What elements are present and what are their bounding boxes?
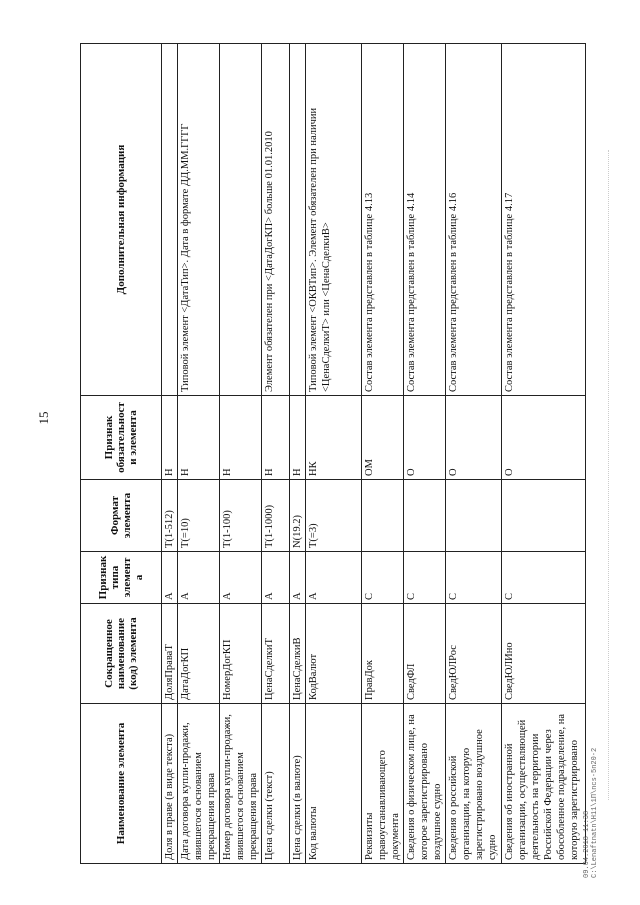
header-type: Признак типа элемента — [81, 552, 162, 604]
cell-required: НК — [306, 396, 362, 480]
table-row — [178, 44, 220, 864]
cell-required: О — [404, 396, 446, 480]
cell-name: Реквизиты правоустанавливающего документа — [362, 704, 404, 864]
cell-format — [404, 480, 446, 552]
header-required: Признак обязательности элемента — [81, 396, 162, 480]
header-format: Формат элемента — [81, 480, 162, 552]
cell-format: T(=3) — [306, 480, 362, 552]
table-row — [446, 44, 502, 864]
cell-name: Цена сделки (в валюте) — [290, 704, 306, 864]
header-code: Сокращенное наименование (код) элемента — [81, 604, 162, 704]
cell-format — [362, 480, 404, 552]
cell-name: Цена сделки (текст) — [262, 704, 290, 864]
cell-code: СведЮЛРос — [446, 604, 502, 704]
table-row — [220, 44, 262, 864]
cell-name: Сведения об иностранной организации, осуществляющей деятельность на территории Российской Федерации через обособленное подразделение, на которую зарегистрировано — [502, 704, 586, 864]
cell-required: Н — [162, 396, 178, 480]
header-name: Наименование элемента — [81, 704, 162, 864]
cell-format: T(1-1000) — [262, 480, 290, 552]
table-row — [362, 44, 404, 864]
table-row — [162, 44, 178, 864]
cell-code: ПравДок — [362, 604, 404, 704]
cell-format: T(=10) — [178, 480, 220, 552]
cell-name: Код валюты — [306, 704, 362, 864]
cell-required: Н — [290, 396, 306, 480]
margin-scan-marks — [608, 150, 615, 800]
cell-info: Типовой элемент <ОКВТип>. Элемент обязателен при наличии <ЦенаСделкиТ> или <ЦенаСделкиВ> — [306, 44, 362, 396]
rotated-table-container — [80, 44, 600, 864]
cell-name: Сведения о физическом лице, на которое зарегистрировано воздушное судно — [404, 704, 446, 864]
cell-code: СведФЛ — [404, 604, 446, 704]
cell-type: А — [290, 552, 306, 604]
cell-name: Номер договора купли-продажи, явившегося основанием прекращения права — [220, 704, 262, 864]
cell-info — [220, 44, 262, 396]
cell-info: Типовой элемент <ДатаТип>. Дата в формате ДД.ММ.ГГГГ — [178, 44, 220, 396]
cell-required: Н — [262, 396, 290, 480]
cell-type: А — [262, 552, 290, 604]
table-header-row — [81, 44, 162, 864]
cell-type: А — [178, 552, 220, 604]
page-number: 15 — [36, 411, 51, 425]
cell-code: ЦенаСделкиТ — [262, 604, 290, 704]
cell-type: С — [502, 552, 586, 604]
cell-required: ОМ — [362, 396, 404, 480]
cell-code: СведЮЛИно — [502, 604, 586, 704]
table-row — [290, 44, 306, 864]
cell-info: Состав элемента представлен в таблице 4.13 — [362, 44, 404, 396]
footnote-timestamp: 09.04.2018 11:38 — [583, 810, 591, 878]
cell-format — [446, 480, 502, 552]
header-info: Дополнительная информация — [81, 44, 162, 396]
cell-info: Элемент обязателен при <ДатаДогКП> больше 01.01.2010 — [262, 44, 290, 396]
cell-name: Доля в праве (в виде текста) — [162, 704, 178, 864]
cell-type: С — [362, 552, 404, 604]
cell-code: ДоляПраваТ — [162, 604, 178, 704]
file-path-footnote — [583, 688, 599, 878]
cell-type: А — [306, 552, 362, 604]
table-row — [502, 44, 586, 864]
cell-format: T(1-100) — [220, 480, 262, 552]
cell-type: А — [162, 552, 178, 604]
cell-code: ДатаДогКП — [178, 604, 220, 704]
cell-type: А — [220, 552, 262, 604]
cell-code: КодВалют — [306, 604, 362, 704]
cell-info — [290, 44, 306, 396]
cell-code: ЦенаСделкиВ — [290, 604, 306, 704]
table-row — [306, 44, 362, 864]
cell-info — [162, 44, 178, 396]
cell-required: Н — [178, 396, 220, 480]
cell-info: Состав элемента представлен в таблице 4.14 — [404, 44, 446, 396]
cell-info: Состав элемента представлен в таблице 4.17 — [502, 44, 586, 396]
table-row — [404, 44, 446, 864]
cell-required: О — [446, 396, 502, 480]
cell-format: T(1-512) — [162, 480, 178, 552]
cell-type: С — [404, 552, 446, 604]
cell-name: Сведения о российской организации, на которую зарегистрировано воздушное судно — [446, 704, 502, 864]
table-row — [262, 44, 290, 864]
cell-code: НомерДогКП — [220, 604, 262, 704]
cell-required: О — [502, 396, 586, 480]
cell-required: Н — [220, 396, 262, 480]
cell-type: С — [446, 552, 502, 604]
cell-format: N(19.2) — [290, 480, 306, 552]
cell-format — [502, 480, 586, 552]
cell-name: Дата договора купли-продажи, явившегося основанием прекращения права — [178, 704, 220, 864]
element-spec-table — [80, 43, 586, 864]
footnote-path: C:\Lenaftnatn\H11\1П\ncs-5n20-2 — [591, 747, 599, 878]
cell-info: Состав элемента представлен в таблице 4.16 — [446, 44, 502, 396]
